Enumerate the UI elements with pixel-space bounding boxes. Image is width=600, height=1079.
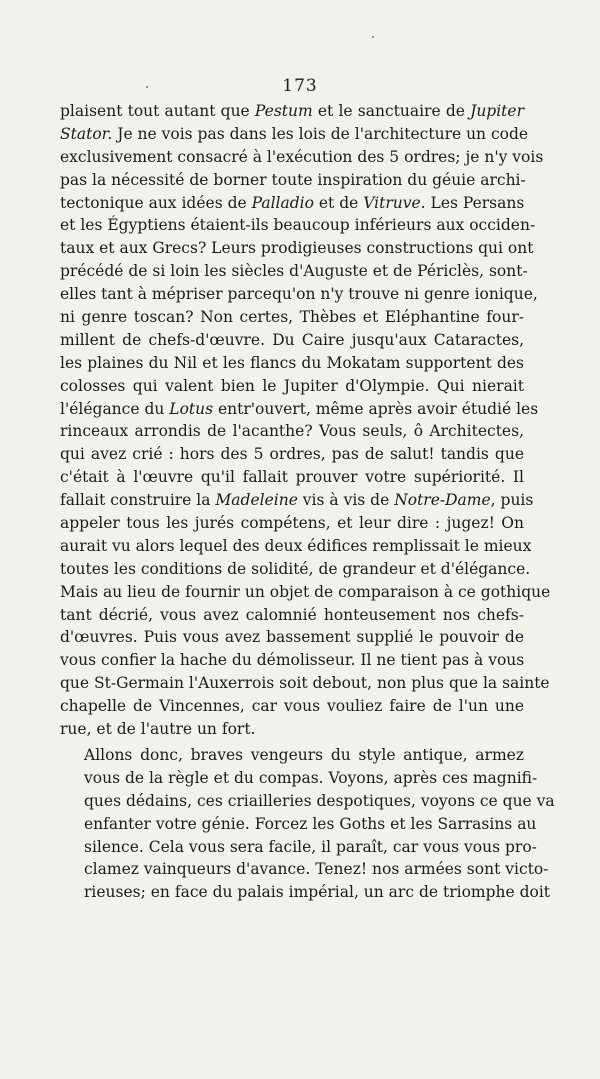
text-line: vous confier la hache du démolisseur. Il ne tient pas à vous	[60, 651, 525, 670]
text-line: elles tant à mépriser parcequ'on n'y trouve ni genre ionique,	[60, 285, 538, 304]
text-line: rinceaux arrondis de l'acanthe? Vous seuls, ô Architectes,	[60, 422, 524, 441]
text-line: plaisent tout autant que Pestum et le sanctuaire de Jupiter	[60, 102, 524, 120]
text-line: c'était à l'œuvre qu'il fallait prouver votre supériorité. Il	[60, 468, 524, 487]
text-line: toutes les conditions de solidité, de grandeur et d'élégance.	[60, 559, 531, 578]
text-line: taux et aux Grecs? Leurs prodigieuses constructions qui ont	[60, 239, 534, 258]
text-line: précédé de si loin les siècles d'Auguste et de Périclès, sont-	[60, 262, 528, 281]
text-line: vous de la règle et du compas. Voyons, après ces magnifi-	[84, 768, 538, 787]
text-line: Mais au lieu de fournir un objet de comparaison à ce gothique	[60, 582, 551, 601]
text-line: l'élégance du Lotus entr'ouvert, même après avoir étudié les	[60, 399, 539, 418]
text-line: ques dédains, ces criailleries despotiques, voyons ce que va	[84, 791, 555, 810]
paragraph-2	[60, 744, 555, 904]
italic-term: Lotus	[169, 399, 214, 418]
text-line: que St-Germain l'Auxerrois soit debout, non plus que la sainte	[60, 674, 550, 693]
text-line: enfanter votre génie. Forcez les Goths et les Sarrasins au	[84, 814, 537, 833]
text-line: Stator. Je ne vois pas dans les lois de l'architecture un code	[60, 124, 529, 143]
text-line: les plaines du Nil et les flancs du Mokatam supportent des	[60, 353, 524, 372]
text-line: aurait vu alors lequel des deux édifices remplissait le mieux	[60, 536, 532, 555]
italic-term: Stator.	[60, 124, 113, 143]
text-line: et les Égyptiens étaient-ils beaucoup inférieurs aux occiden-	[60, 216, 536, 235]
text-line: Allons donc, braves vengeurs du style antique, armez	[84, 745, 524, 764]
text-line: millent de chefs-d'œuvre. Du Caire jusqu'aux Cataractes,	[60, 330, 524, 349]
italic-term: Palladio	[251, 193, 314, 212]
text-line: colosses qui valent bien le Jupiter d'Olympie. Qui nierait	[60, 376, 524, 395]
text-line: fallait construire la Madeleine vis à vis de Notre-Dame, puis	[60, 491, 534, 510]
text-line: silence. Cela vous sera facile, il paraît, car vous vous pro-	[84, 837, 537, 856]
text-line: exclusivement consacré à l'exécution des 5 ordres; je n'y vois	[60, 147, 544, 166]
italic-term: Notre-Dame	[394, 491, 491, 510]
italic-term: Pestum	[254, 102, 313, 120]
text-line: qui avez crié : hors des 5 ordres, pas de salut! tandis que	[60, 445, 524, 464]
text-line: clamez vainqueurs d'avance. Tenez! nos armées sont victo-	[84, 860, 549, 879]
text-line: ni genre toscan? Non certes, Thèbes et Eléphantine four-	[60, 308, 524, 327]
italic-term: Madeleine	[215, 491, 298, 510]
text-line: appeler tous les jurés compétens, et leur dire : jugez! On	[60, 514, 524, 533]
text-line: chapelle de Vincennes, car vous vouliez faire de l'un une	[60, 697, 524, 716]
body-text	[60, 100, 555, 904]
text-line: pas la nécessité de borner toute inspiration du géuie archi-	[60, 170, 526, 189]
ink-speck	[372, 36, 374, 38]
text-line: tant décrié, vous avez calomnié honteusement nos chefs-	[60, 605, 524, 624]
italic-term: Vitruve.	[363, 193, 426, 212]
italic-term: Jupiter	[470, 102, 524, 120]
text-line: tectonique aux idées de Palladio et de Vitruve. Les Persans	[60, 193, 525, 212]
text-line: rieuses; en face du palais impérial, un arc de triomphe doit	[84, 883, 551, 902]
text-line: rue, et de l'autre un fort.	[60, 720, 256, 739]
text-line: d'œuvres. Puis vous avez bassement supplié le pouvoir de	[60, 628, 524, 647]
paragraph-1	[60, 100, 551, 741]
page-number: 173	[282, 76, 318, 96]
